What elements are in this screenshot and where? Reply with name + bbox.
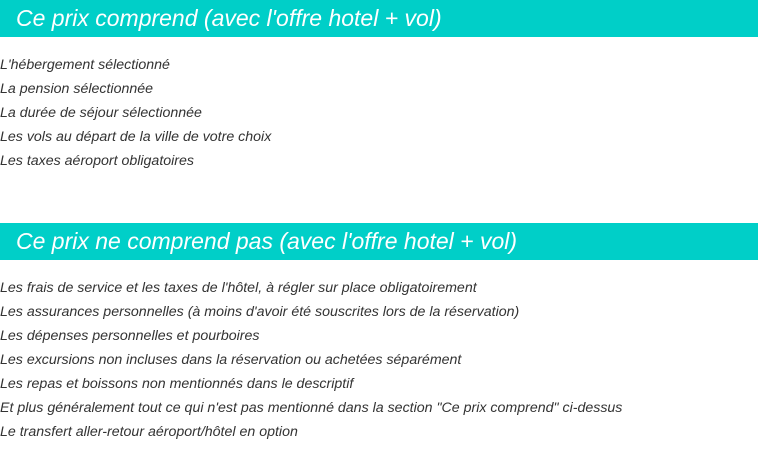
list-item: Les taxes aéroport obligatoires	[0, 153, 195, 169]
list-item: Les assurances personnelles (à moins d'avoir été souscrites lors de la réservation)	[0, 304, 520, 320]
list-item: Les vols au départ de la ville de votre choix	[0, 129, 272, 145]
list-item: Et plus généralement tout ce qui n'est pas mentionné dans la section "Ce prix comprend" ci-dessus	[0, 400, 623, 416]
included-list	[0, 53, 271, 173]
included-section-title: Ce prix comprend (avec l'offre hotel + vol)	[0, 0, 758, 37]
excluded-section-title: Ce prix ne comprend pas (avec l'offre hotel + vol)	[0, 223, 758, 260]
list-item: La pension sélectionnée	[0, 81, 154, 97]
excluded-list	[0, 276, 622, 444]
list-item: L'hébergement sélectionné	[0, 57, 170, 73]
list-item: Les frais de service et les taxes de l'hôtel, à régler sur place obligatoirement	[0, 280, 477, 296]
list-item: Les dépenses personnelles et pourboires	[0, 328, 260, 344]
list-item: La durée de séjour sélectionnée	[0, 105, 202, 121]
list-item: Le transfert aller-retour aéroport/hôtel en option	[0, 424, 298, 440]
list-item: Les repas et boissons non mentionnés dans le descriptif	[0, 376, 354, 392]
list-item: Les excursions non incluses dans la réservation ou achetées séparément	[0, 352, 462, 368]
